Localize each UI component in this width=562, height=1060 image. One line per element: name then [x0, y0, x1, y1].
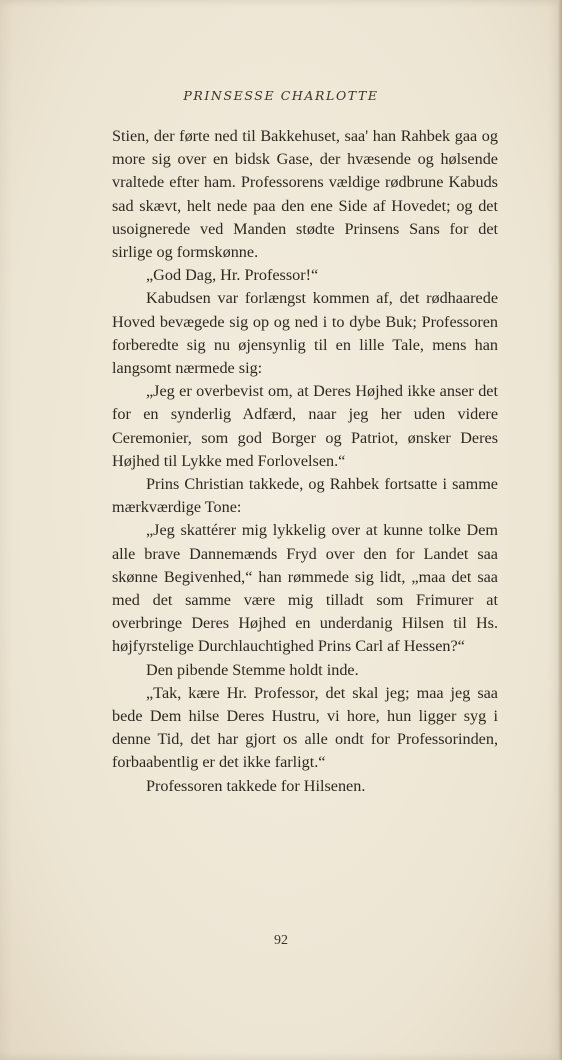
paragraph-9: Professoren takkede for Hilsenen. [146, 776, 366, 795]
paragraph-5: Prins Christian takkede, og Rahbek fortsatte i samme mærkværdige Tone: [112, 475, 498, 517]
page-edge [558, 0, 562, 1060]
paragraph-1: Stien, der førte ned til Bakkehuset, saa' han Rahbek gaa og more sig over en bidsk Gase, der hvæsende og hølsende vraltede efter ham. Professorens vældige rødbrune Kabuds sad skævt, helt nede paa den ene Side af Hovedet; og det usoignerede ved Manden stødte Prinsens Sans for det sirlige og formskønne. [112, 127, 498, 262]
paragraph-8: „Tak, kære Hr. Professor, det skal jeg; maa jeg saa bede Dem hilse Deres Hustru, vi hore, hun ligger syg i denne Tid, det har gjort os alle ondt for Professorinden, forbaabentlig er det ikke farligt.“ [112, 683, 498, 772]
running-title: PRINSESSE CHARLOTTE [183, 88, 379, 103]
paragraph-6: „Jeg skattérer mig lykkelig over at kunne tolke Dem alle brave Dannemænds Fryd over den for Landet saa skønne Begivenhed,“ han rømmede sig lidt, „maa det saa med det samme være mig tilladt som Frimurer at overbringe Deres Højhed en underdanig Hilsen til Hs. højfyrstelige Durchlauchtighed Prins Carl af Hessen?“ [112, 521, 498, 656]
paragraph-3: Kabudsen var forlængst kommen af, det rødhaarede Hoved bevægede sig op og ned i to dybe Buk; Professoren forberedte sig nu øjensynlig til en lille Tale, mens han langsomt nærmede sig: [112, 289, 498, 378]
body-text [112, 125, 498, 798]
paragraph-4: „Jeg er overbevist om, at Deres Højhed ikke anser det for en synderlig Adfærd, naar jeg her uden videre Ceremonier, som god Borger og Patriot, ønsker Deres Højhed til Lykke med Forlovelsen.“ [112, 382, 498, 470]
paragraph-2: „God Dag, Hr. Professor!“ [146, 266, 319, 285]
paragraph-7: Den pibende Stemme holdt inde. [146, 660, 359, 679]
page-number: 92 [274, 933, 288, 948]
